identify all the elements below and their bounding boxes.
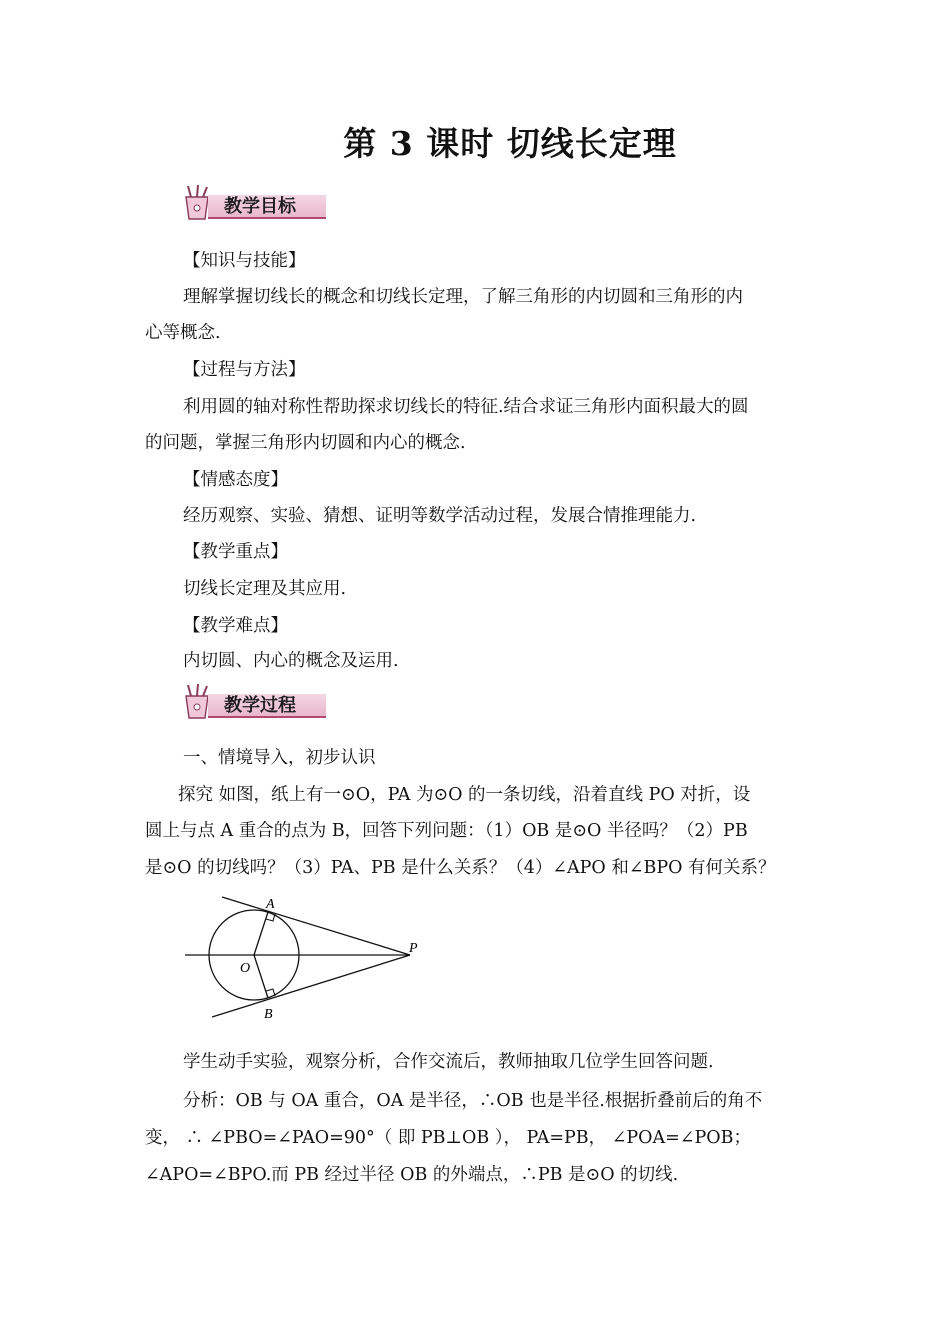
explore-line-3: 是⊙O 的切线吗？（3）PA、PB 是什么关系？（4）∠APO 和∠BPO 有何关系？: [145, 858, 776, 878]
label-b: B: [264, 1007, 273, 1022]
badge-label: 教学目标: [224, 196, 296, 217]
label-p: P: [409, 941, 418, 956]
difficult-text: 内切圆、内心的概念及运用.: [183, 651, 399, 671]
explore-line-2: 圆上与点 A 重合的点为 B，回答下列问题：（1）OB 是⊙O 半径吗？（2）PB: [145, 821, 748, 841]
knowledge-text-line-2: 心等概念.: [145, 323, 221, 343]
key-text: 切线长定理及其应用.: [183, 579, 347, 599]
after-figure-text: 学生动手实验，观察分析，合作交流后，教师抽取几位学生回答问题.: [183, 1052, 714, 1072]
tangent-pa: [222, 897, 410, 955]
badge-label: 教学过程: [224, 695, 296, 716]
method-text-line-1: 利用圆的轴对称性帮助探求切线长的特征.结合求证三角形内面积最大的圆: [183, 397, 749, 417]
difficult-heading: 【教学难点】: [183, 616, 288, 636]
key-heading: 【教学重点】: [183, 542, 288, 562]
emotion-text: 经历观察、实验、猜想、证明等数学活动过程，发展合情推理能力.: [183, 506, 697, 526]
radius-ob: [254, 955, 268, 998]
analysis-line-1: 分析：OB 与 OA 重合，OA 是半径，∴OB 也是半径.根据折叠前后的角不: [183, 1091, 763, 1111]
emotion-heading: 【情感态度】: [183, 470, 288, 490]
tangent-figure: [180, 890, 430, 1025]
label-o: O: [240, 961, 251, 976]
analysis-line-3: ∠APO=∠BPO.而 PB 经过半径 OB 的外端点，∴PB 是⊙O 的切线.: [145, 1165, 679, 1185]
label-a: A: [266, 897, 275, 912]
knowledge-text-line-1: 理解掌握切线长的概念和切线长定理，了解三角形的内切圆和三角形的内: [183, 287, 743, 307]
method-heading: 【过程与方法】: [183, 360, 306, 380]
method-text-line-2: 的问题，掌握三角形内切圆和内心的概念.: [145, 433, 466, 453]
objectives-badge: [178, 183, 328, 223]
step1-heading: 一、情境导入，初步认识: [183, 748, 376, 768]
explore-line-1: 探究 如图，纸上有一⊙O，PA 为⊙O 的一条切线，沿着直线 PO 对折，设: [178, 785, 751, 805]
process-badge: [178, 682, 328, 722]
page-title: 第 3 课时 切线长定理: [343, 124, 677, 163]
analysis-line-2: 变， ∴ ∠PBO=∠PAO=90°（ 即 PB⊥OB ）， PA=PB， ∠POA=∠POB；: [145, 1128, 751, 1148]
radius-oa: [254, 912, 268, 955]
knowledge-heading: 【知识与技能】: [183, 251, 306, 271]
